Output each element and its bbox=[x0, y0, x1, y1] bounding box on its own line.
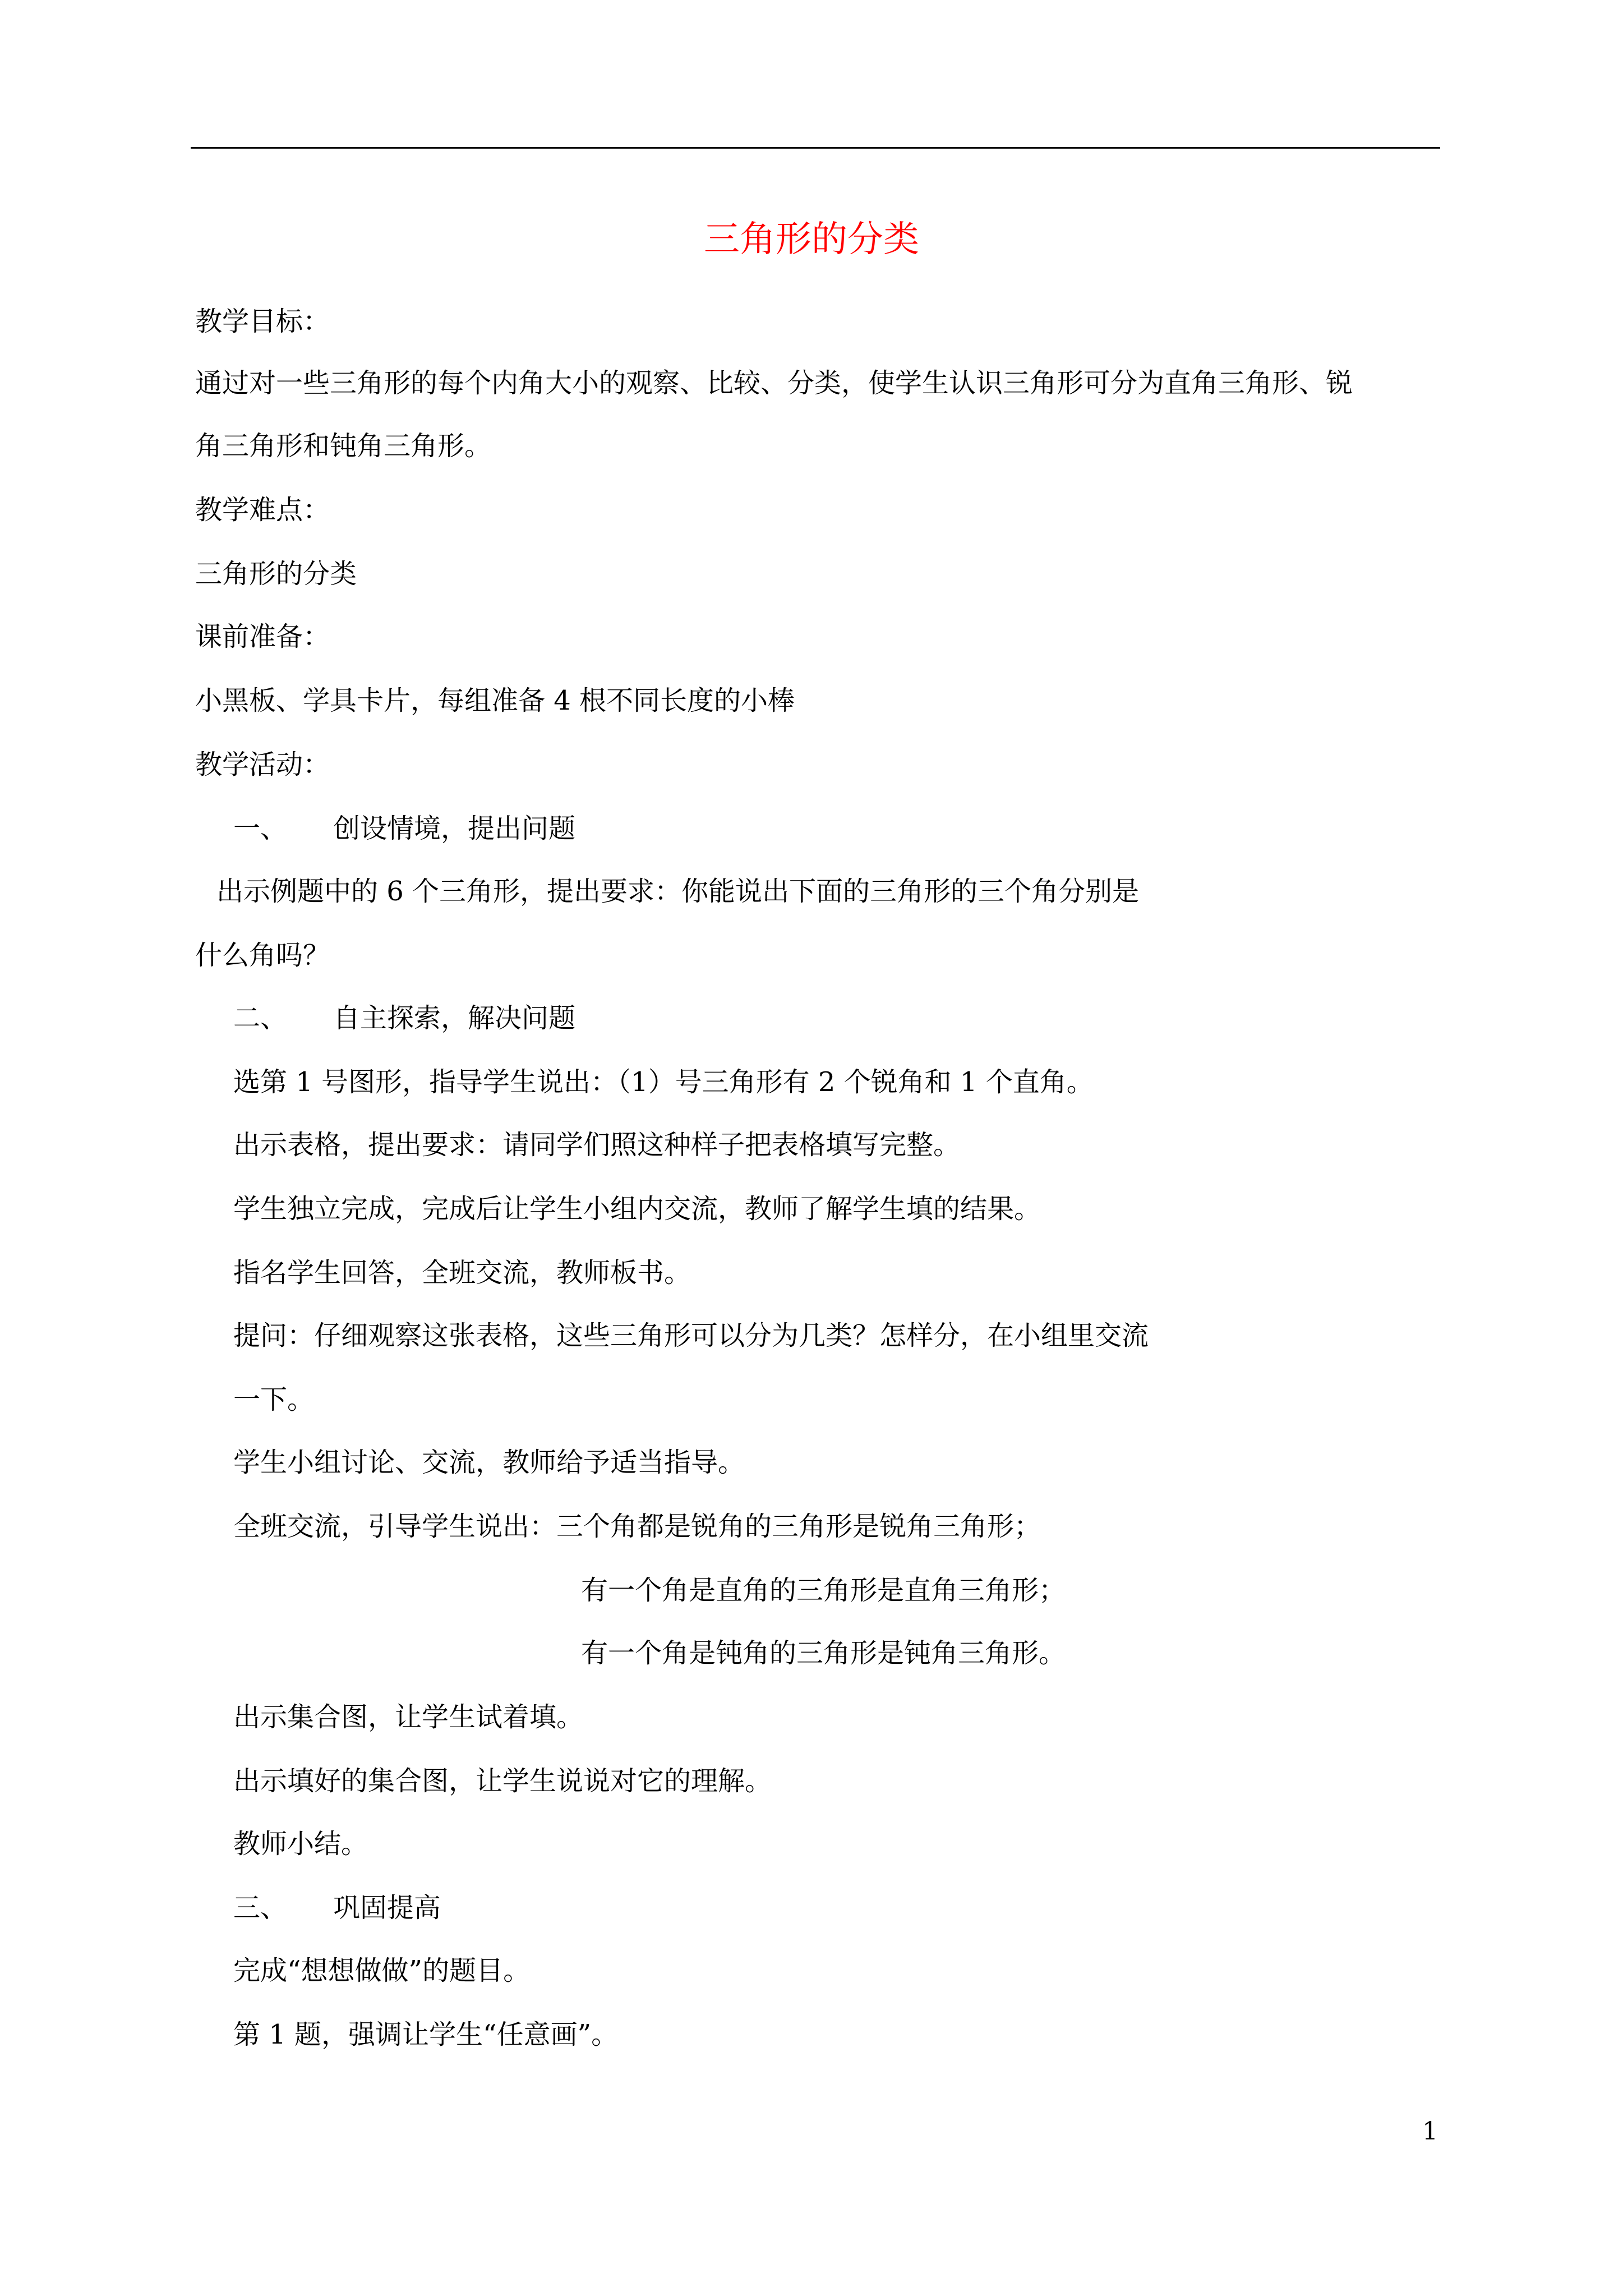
s2-line: 一下。 bbox=[233, 1384, 315, 1415]
s2-line: 学生小组讨论、交流，教师给予适当指导。 bbox=[233, 1447, 745, 1478]
s2-line: 选第 1 号图形，指导学生说出：（1）号三角形有 2 个锐角和 1 个直角。 bbox=[233, 1066, 1094, 1098]
s2-line: 全班交流，引导学生说出：三个角都是锐角的三角形是锐角三角形； bbox=[233, 1511, 1041, 1542]
s1-line-1: 出示例题中的 6 个三角形，提出要求：你能说出下面的三角形的三个角分别是 bbox=[216, 876, 1140, 907]
s2-line: 提问：仔细观察这张表格，这些三角形可以分为几类？怎样分，在小组里交流 bbox=[233, 1320, 1149, 1351]
difficulty-text: 三角形的分类 bbox=[195, 558, 357, 590]
activity-heading: 教学活动： bbox=[195, 749, 330, 780]
s1-line-2: 什么角吗？ bbox=[195, 940, 330, 971]
s2-line: 教师小结。 bbox=[233, 1828, 368, 1860]
page-number: 1 bbox=[1422, 2117, 1438, 2146]
difficulty-heading: 教学难点： bbox=[195, 494, 330, 526]
document-title: 三角形的分类 bbox=[704, 219, 919, 260]
header-rule bbox=[191, 147, 1440, 149]
prep-text: 小黑板、学具卡片，每组准备 4 根不同长度的小棒 bbox=[195, 685, 795, 716]
s2-line: 有一个角是直角的三角形是直角三角形； bbox=[581, 1575, 1066, 1606]
section-title: 创设情境，提出问题 bbox=[333, 813, 576, 844]
objectives-line-1: 通过对一些三角形的每个内角大小的观察、比较、分类，使学生认识三角形可分为直角三角形、锐 bbox=[195, 367, 1353, 399]
section-title: 巩固提高 bbox=[333, 1892, 441, 1924]
s3-line: 第 1 题，强调让学生“任意画”。 bbox=[233, 2019, 619, 2050]
section-number: 一、 bbox=[233, 813, 288, 844]
s2-line: 有一个角是钝角的三角形是钝角三角形。 bbox=[581, 1637, 1066, 1669]
objectives-heading: 教学目标： bbox=[195, 306, 330, 337]
s3-line: 完成“想想做做”的题目。 bbox=[233, 1955, 531, 1986]
s2-line: 出示集合图，让学生试着填。 bbox=[233, 1701, 584, 1733]
prep-heading: 课前准备： bbox=[195, 621, 330, 652]
s2-line: 出示填好的集合图，让学生说说对它的理解。 bbox=[233, 1765, 772, 1797]
s2-line: 指名学生回答，全班交流，教师板书。 bbox=[233, 1257, 691, 1289]
section-number: 二、 bbox=[233, 1002, 288, 1034]
s2-line: 学生独立完成，完成后让学生小组内交流，教师了解学生填的结果。 bbox=[233, 1193, 1041, 1225]
section-number: 三、 bbox=[233, 1892, 288, 1924]
s2-line: 出示表格，提出要求：请同学们照这种样子把表格填写完整。 bbox=[233, 1129, 961, 1161]
objectives-line-2: 角三角形和钝角三角形。 bbox=[195, 430, 492, 462]
section-title: 自主探索，解决问题 bbox=[333, 1002, 576, 1034]
